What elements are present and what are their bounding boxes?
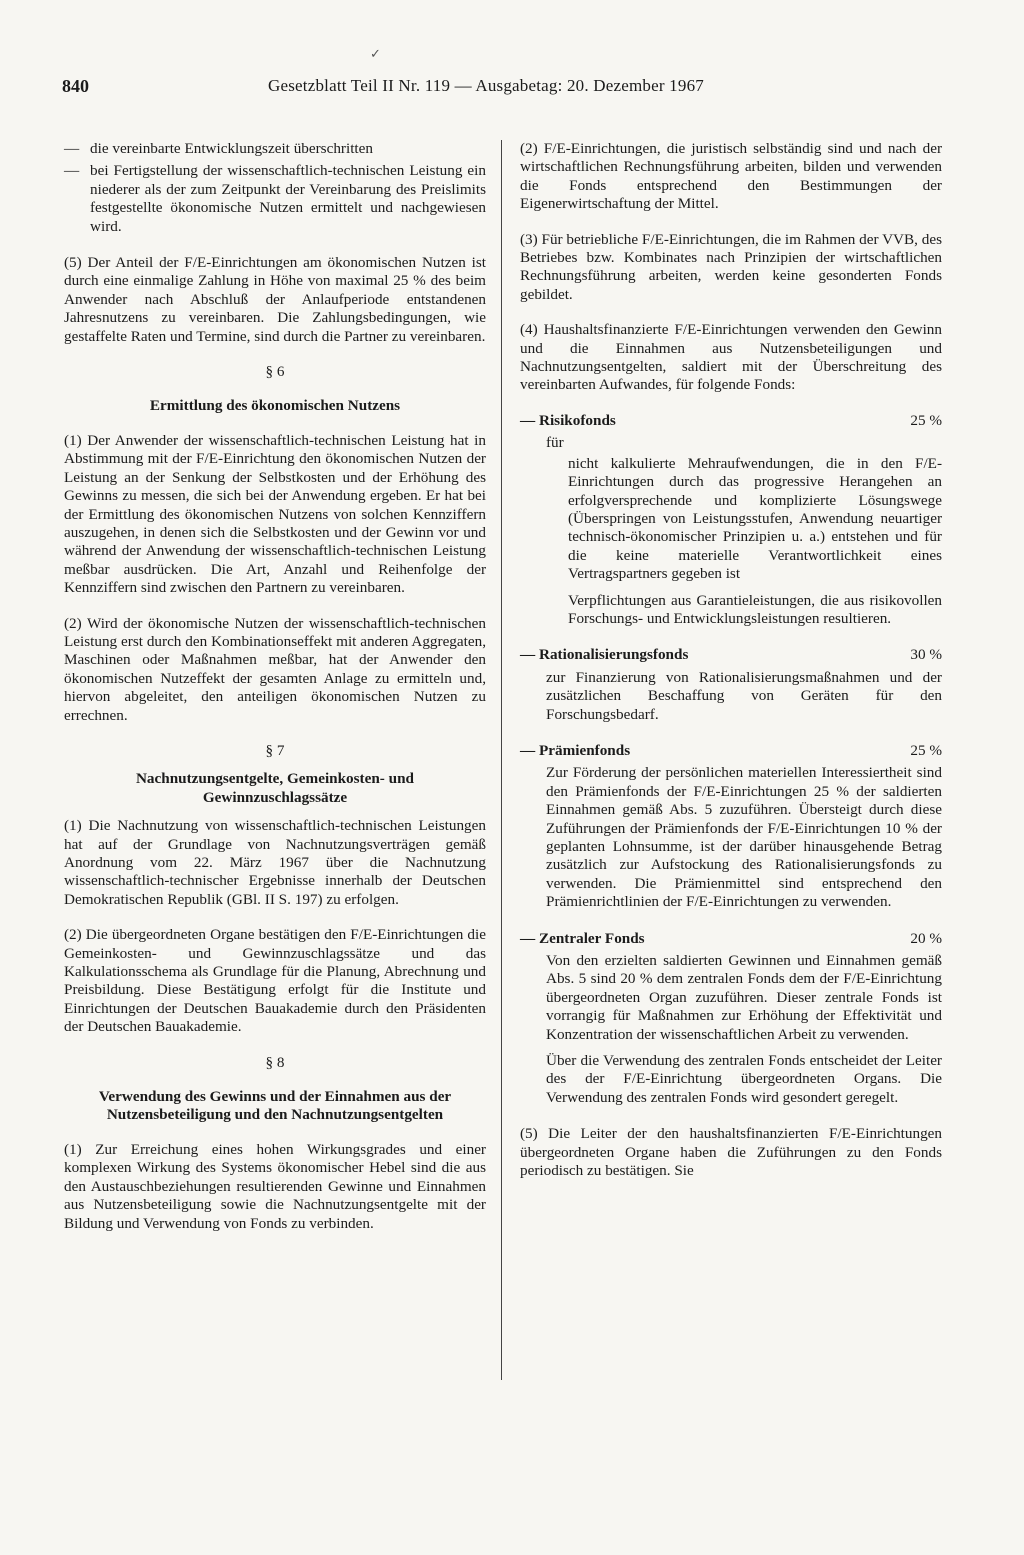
fund-percentage: 25 % [910,411,942,429]
dash-marker: — [520,646,536,664]
paragraph: (5) Die Leiter der den haushaltsfinanzierten F/E-Einrichtungen übergeordneten Organe haben die Zuführungen zu den Fonds periodisch zu bestätigen. Sie [520,1125,942,1180]
fund-heading [520,742,942,760]
dash-marker: — [520,929,536,947]
paragraph: (2) F/E-Einrichtungen, die juristisch selbständig sind und nach der wirtschaftlichen Rechnungsführung arbeiten, bilden und verwenden die Fonds entsprechend den Bestimmungen der Eigenerwirtschaftung der Mittel. [520,140,942,213]
fund-text: Zur Förderung der persönlichen materiellen Interessiertheit sind den Prämienfonds der F/E-Einrichtungen 25 % der saldierten Einnahmen gemäß Abs. 5 zuzuführen. Übersteigt durch diese Zuführungen der Prämienfonds der F/E-Einrichtungen 10 % der geplanten Lohnsumme, ist der darüber hinausgehende Betrag zusätzlich zur Aufstockung des Rationalisierungsfonds zu verwenden. Die Prämienmittel sind entsprechend den Prämienrichtlinien der F/E-Einrichtungen zu verwenden. [546,764,942,911]
dash-marker: — [64,162,80,180]
fund-body [546,434,942,628]
section-number: § 6 [265,363,285,381]
column-divider [501,140,502,1380]
section-number: § 7 [265,741,285,759]
fund-text: zur Finanzierung von Rationalisierungsmaßnahmen und der zusätzlichen Beschaffung von Geräten für den Forschungsbedarf. [546,668,942,723]
paragraph: (1) Die Nachnutzung von wissenschaftlich-technischen Leistungen hat auf der Grundlage von Nachnutzungsverträgen gemäß Anordnung vom 22. März 1967 über die Nachnutzung wissenschaftlich-technischer Ergebnisse innerhalb der Deutschen Demokratischen Republik (GBl. II S. 197) zu erfolgen. [64,817,486,908]
fund-name [520,646,688,664]
fund-name-text: Zentraler Fonds [538,929,645,947]
list-item [64,162,486,236]
fund-intro: für [546,434,564,452]
fund-name-text: Risikofonds [538,411,616,429]
fund-subitem: Verpflichtungen aus Garantieleistungen, die aus risikovollen Forschungs- und Entwicklungsleistungen resultieren. [568,591,942,627]
fund-percentage: 30 % [910,646,942,664]
page-header [62,76,942,104]
paragraph: (4) Haushaltsfinanzierte F/E-Einrichtungen verwenden den Gewinn und die Einnahmen aus Nutzensbeteiligungen und Nachnutzungsentgelten, saldiert mit der Überschreitung des vereinbarten Aufwandes, für folgende Fonds: [520,321,942,394]
fund-percentage: 20 % [910,929,942,947]
fund-name [520,930,645,948]
dash-marker: — [64,140,80,157]
section-title: Nachnutzungsentgelte, Gemeinkosten- und Gewinnzuschlagssätze [135,770,415,806]
fund-name [520,742,630,760]
paragraph: (2) Wird der ökonomische Nutzen der wissenschaftlich-technischen Leistung erst durch den Kombinationseffekt mit anderen Aggregaten, Maschinen oder Maßnahmen meßbar, hat der Anwender den ökonomischen Nutzeffekt der gesamten Anlage zu ermitteln und, hiervon abgeleitet, den anteiligen ökonomischen Nutzen zu errechnen. [64,614,486,724]
dash-marker: — [520,741,536,759]
fund-heading [520,930,942,948]
paragraph: (3) Für betriebliche F/E-Einrichtungen, die im Rahmen der VVB, des Betriebes bzw. Kombinates nach Prinzipien der wirtschaftlichen Rechnungsführung arbeiten, werden keine gesonderten Fonds gebildet. [520,230,942,303]
dash-marker: — [520,411,536,429]
fund-subitem: nicht kalkulierte Mehraufwendungen, die in den F/E-Einrichtungen durch das progressive Herangehen an erfolgversprechende und komplizierte Lösungswege (Überspringen von Leistungsstufen, Anwendung neuartiger technisch-ökonomischer Prinzipien u. a.) entstehen und für die keine materielle Verantwortlichkeit eines Vertragspartners gegeben ist [568,454,942,583]
list-item [64,140,486,158]
fund-heading [520,412,942,430]
section-title: Verwendung des Gewinns und der Einnahmen aus der Nutzensbeteiligung und den Nachnutzungsentgelten [98,1088,452,1124]
fund-name-text: Rationalisierungsfonds [538,646,689,664]
fund-rationalisierungsfonds [520,646,942,724]
fund-text: Über die Verwendung des zentralen Fonds entscheidet der Leiter des der F/E-Einrichtung übergeordneten Organs. Die Verwendung des zentralen Fonds wird gesondert geregelt. [546,1052,942,1106]
right-column [520,140,942,1198]
paragraph: (2) Die übergeordneten Organe bestätigen den F/E-Einrichtungen die Gemeinkosten- und Gewinnzuschlagssätze und das Kalkulationsschema als Grundlage für die Planung, Abrechnung und Preisbildung. Diese Bestätigung erfolgt für die Institute und Einrichtungen der Deutschen Bauakademie durch den Präsidenten der Deutschen Bauakademie. [64,926,486,1036]
fund-risikofonds [520,412,942,628]
paragraph: (5) Der Anteil der F/E-Einrichtungen am ökonomischen Nutzen ist durch eine einmalige Zahlung in Höhe von maximal 25 % des beim Anwender nach Abschluß der Anlaufperiode entstandenen Jahresnutzens zu vereinbaren. Die Zahlungsbedingungen, wie gestaffelte Raten und Termine, sind durch die Partner zu vereinbaren. [64,254,486,345]
fund-praemienfonds [520,742,942,912]
paragraph: (1) Der Anwender der wissenschaftlich-technischen Leistung hat in Abstimmung mit der F/E-Einrichtung den ökonomischen Nutzen der Leistung an der Senkung der Selbstkosten und der Erhöhung des Gewinns zu messen, die sich bei der Anwendung ergeben. Er hat bei der Ermittlung des ökonomischen Nutzens von solchen Kennziffern auszugehen, in denen sich die Selbstkosten und der Gewinn vor und während der Anwendung der wissenschaftlich-technischen Leistung meßbar ausdrücken. Die Art, Anzahl und Reihenfolge der Kennziffern sind zwischen den Partnern zu vereinbaren. [64,431,486,597]
fund-name-text: Prämienfonds [538,741,631,759]
section-number: § 8 [265,1053,285,1071]
fund-heading [520,646,942,664]
page-number: 840 [62,76,89,96]
fund-zentraler-fonds [520,930,942,1108]
section-title: Ermittlung des ökonomischen Nutzens [149,397,401,415]
header-title: Gesetzblatt Teil II Nr. 119 — Ausgabetag: 20. Dezember 1967 [268,76,704,95]
list-item-text: die vereinbarte Entwicklungszeit überschritten [90,140,373,157]
fund-percentage: 25 % [910,741,942,759]
handwritten-mark: ✓ [370,46,381,61]
fund-name [520,412,616,430]
paragraph: (1) Zur Erreichung eines hohen Wirkungsgrades und einer komplexen Wirkung des Systems ökonomischer Hebel sind die aus den Austauschbeziehungen resultierenden Gewinne und Einnahmen aus Nutzensbeteiligung sowie die Nachnutzungsentgelte mit der Bildung und Verwendung von Fonds zu verbinden. [64,1140,486,1232]
left-column [64,140,486,1250]
fund-text: Von den erzielten saldierten Gewinnen und Einnahmen gemäß Abs. 5 sind 20 % dem zentralen Fonds dem der F/E-Einrichtung übergeordneten Organ zuzuführen. Dieser zentrale Fonds ist vorrangig für Maßnahmen zur Erhöhung der Effektivität und Konzentration der wissenschaftlichen Arbeit zu verwenden. [546,952,942,1043]
list-item-text: bei Fertigstellung der wissenschaftlich-technischen Leistung ein niederer als der zum Zeitpunkt der Vereinbarung des Preislimits festgestellte ökonomische Nutzen ermittelt und nachgewiesen wird. [90,162,486,235]
